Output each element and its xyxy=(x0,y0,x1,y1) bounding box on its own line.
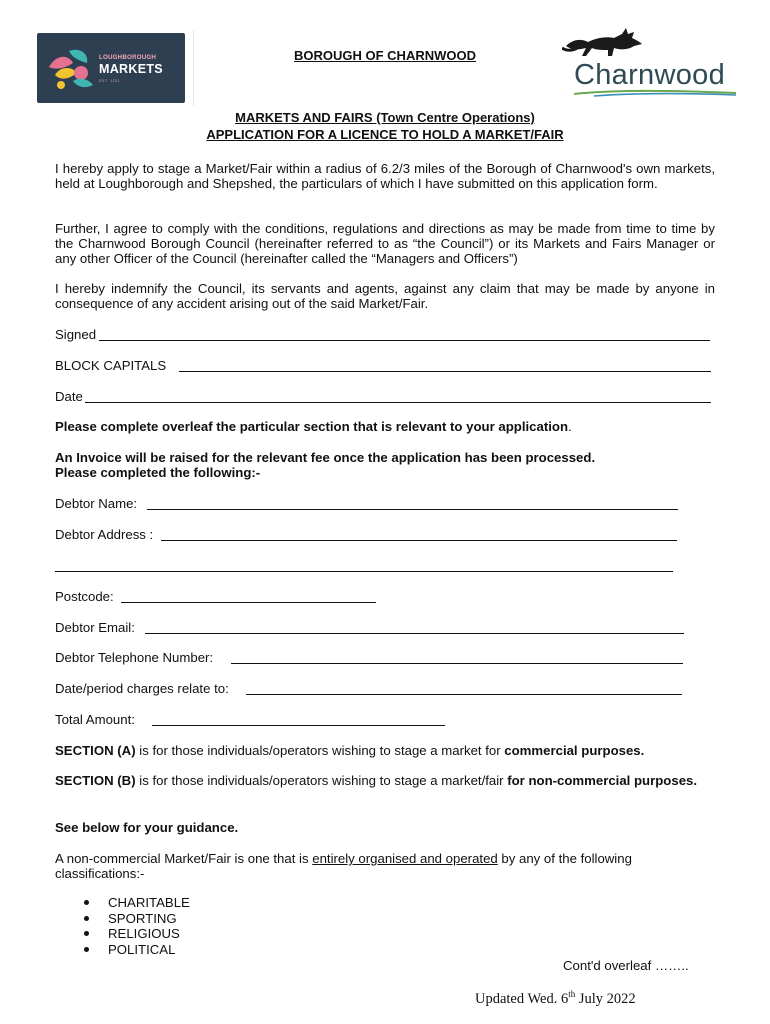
logo-text-loughborough: LOUGHBOROUGH xyxy=(99,54,157,61)
charnwood-logo xyxy=(560,26,740,102)
bullet-icon xyxy=(84,931,89,936)
total-amount-line[interactable] xyxy=(152,725,445,726)
debtor-email-label: Debtor Email: xyxy=(55,620,135,635)
overleaf-instruction-period: . xyxy=(568,419,572,434)
charges-period-field[interactable] xyxy=(55,681,682,697)
debtor-telephone-label: Debtor Telephone Number: xyxy=(55,650,214,665)
charges-period-line[interactable] xyxy=(246,694,682,695)
debtor-name-field[interactable] xyxy=(55,496,678,512)
debtor-address-label: Debtor Address : xyxy=(55,527,154,542)
section-b-emphasis: for non-commercial purposes. xyxy=(507,773,698,788)
signed-line[interactable] xyxy=(99,340,710,341)
list-item xyxy=(82,911,190,927)
continued-overleaf-note: Cont'd overleaf …….. xyxy=(563,958,689,973)
section-a-emphasis: commercial purposes. xyxy=(504,743,645,758)
swoosh-icon xyxy=(574,88,736,98)
complete-following-instruction: Please completed the following:- xyxy=(55,465,261,480)
bullet-icon xyxy=(84,900,89,905)
section-b-description xyxy=(55,773,715,788)
page-title: BOROUGH OF CHARNWOOD xyxy=(294,48,476,63)
logo-text-markets: MARKETS xyxy=(99,62,163,76)
updated-ordinal: th xyxy=(568,989,576,1000)
header-divider xyxy=(193,30,194,106)
paragraph-application: I hereby apply to stage a Market/Fair within a radius of 6.2/3 miles of the Borough of Charnwood's own markets, held at Loughborough and Shepshed, the particulars of which I have submitted on this application form. xyxy=(55,161,715,192)
updated-prefix: Updated Wed. 6 xyxy=(475,991,569,1007)
fox-icon xyxy=(562,26,652,62)
block-capitals-line[interactable] xyxy=(179,371,711,372)
guidance-heading: See below for your guidance. xyxy=(55,820,239,835)
date-label: Date xyxy=(55,389,83,404)
definition-text-underlined: entirely organised and operated xyxy=(312,851,498,866)
logo-text-tagline: EST. 1221 xyxy=(99,79,121,83)
list-item-label: RELIGIOUS xyxy=(108,926,180,941)
total-amount-field[interactable] xyxy=(55,712,445,728)
postcode-field[interactable] xyxy=(55,589,376,605)
signed-label: Signed xyxy=(55,327,97,342)
form-heading-markets: MARKETS AND FAIRS (Town Centre Operations) xyxy=(235,110,535,125)
updated-date-footer xyxy=(475,991,636,1008)
block-capitals-label: BLOCK CAPITALS xyxy=(55,358,167,373)
debtor-email-field[interactable] xyxy=(55,620,684,636)
list-item-label: CHARITABLE xyxy=(108,895,190,910)
postcode-label: Postcode: xyxy=(55,589,114,604)
charges-period-label: Date/period charges relate to: xyxy=(55,681,229,696)
overleaf-instruction xyxy=(55,419,572,434)
classification-list xyxy=(82,895,190,957)
debtor-address-line-2-rule[interactable] xyxy=(55,571,673,572)
invoice-instruction: An Invoice will be raised for the relevant fee once the application has been processed. xyxy=(55,450,596,465)
charnwood-wordmark: Charnwood xyxy=(574,59,726,91)
date-field[interactable] xyxy=(55,389,711,405)
definition-text-start: A non-commercial Market/Fair is one that is xyxy=(55,851,313,866)
signed-field[interactable] xyxy=(55,327,710,343)
overleaf-instruction-text: Please complete overleaf the particular section that is relevant to your application xyxy=(55,419,569,434)
definition-text-end: by any of the following classifications:- xyxy=(55,851,632,882)
date-line[interactable] xyxy=(85,402,711,403)
bullet-icon xyxy=(84,947,89,952)
list-item-label: SPORTING xyxy=(108,910,177,926)
list-item xyxy=(82,895,190,911)
paragraph-compliance: Further, I agree to comply with the conditions, regulations and directions as may be made from time to time by the Charnwood Borough Council (hereinafter referred to as “the Council”) or its Markets and Fairs Manager or any other Officer of the Council (hereinafter called the “Managers and Officers”) xyxy=(55,221,715,267)
debtor-name-line[interactable] xyxy=(147,509,678,510)
form-heading-application: APPLICATION FOR A LICENCE TO HOLD A MARKET/FAIR xyxy=(206,127,564,142)
list-item-label: POLITICAL xyxy=(108,941,176,957)
debtor-address-field[interactable] xyxy=(55,527,677,543)
postcode-line[interactable] xyxy=(121,602,376,603)
section-a-label: SECTION (A) xyxy=(55,743,136,758)
section-a-description xyxy=(55,743,715,758)
section-b-label: SECTION (B) xyxy=(55,773,136,788)
list-item xyxy=(82,926,190,942)
loughborough-markets-emblem-icon xyxy=(47,45,97,91)
bullet-icon xyxy=(84,916,89,921)
section-b-text: is for those individuals/operators wishing to stage a market/fair xyxy=(135,773,508,788)
list-item xyxy=(82,942,190,958)
debtor-address-line[interactable] xyxy=(161,540,677,541)
updated-suffix: July 2022 xyxy=(575,991,636,1007)
block-capitals-field[interactable] xyxy=(55,358,711,374)
debtor-telephone-field[interactable] xyxy=(55,650,683,666)
total-amount-label: Total Amount: xyxy=(55,712,135,727)
debtor-address-line-2[interactable] xyxy=(55,558,673,574)
debtor-name-label: Debtor Name: xyxy=(55,496,138,511)
paragraph-indemnity: I hereby indemnify the Council, its servants and agents, against any claim that may be made by anyone in consequence of any accident arising out of the said Market/Fair. xyxy=(55,281,715,312)
non-commercial-definition xyxy=(55,851,715,882)
loughborough-markets-logo xyxy=(37,33,185,103)
debtor-email-line[interactable] xyxy=(145,633,684,634)
section-a-text: is for those individuals/operators wishing to stage a market for xyxy=(135,743,505,758)
debtor-telephone-line[interactable] xyxy=(231,663,683,664)
